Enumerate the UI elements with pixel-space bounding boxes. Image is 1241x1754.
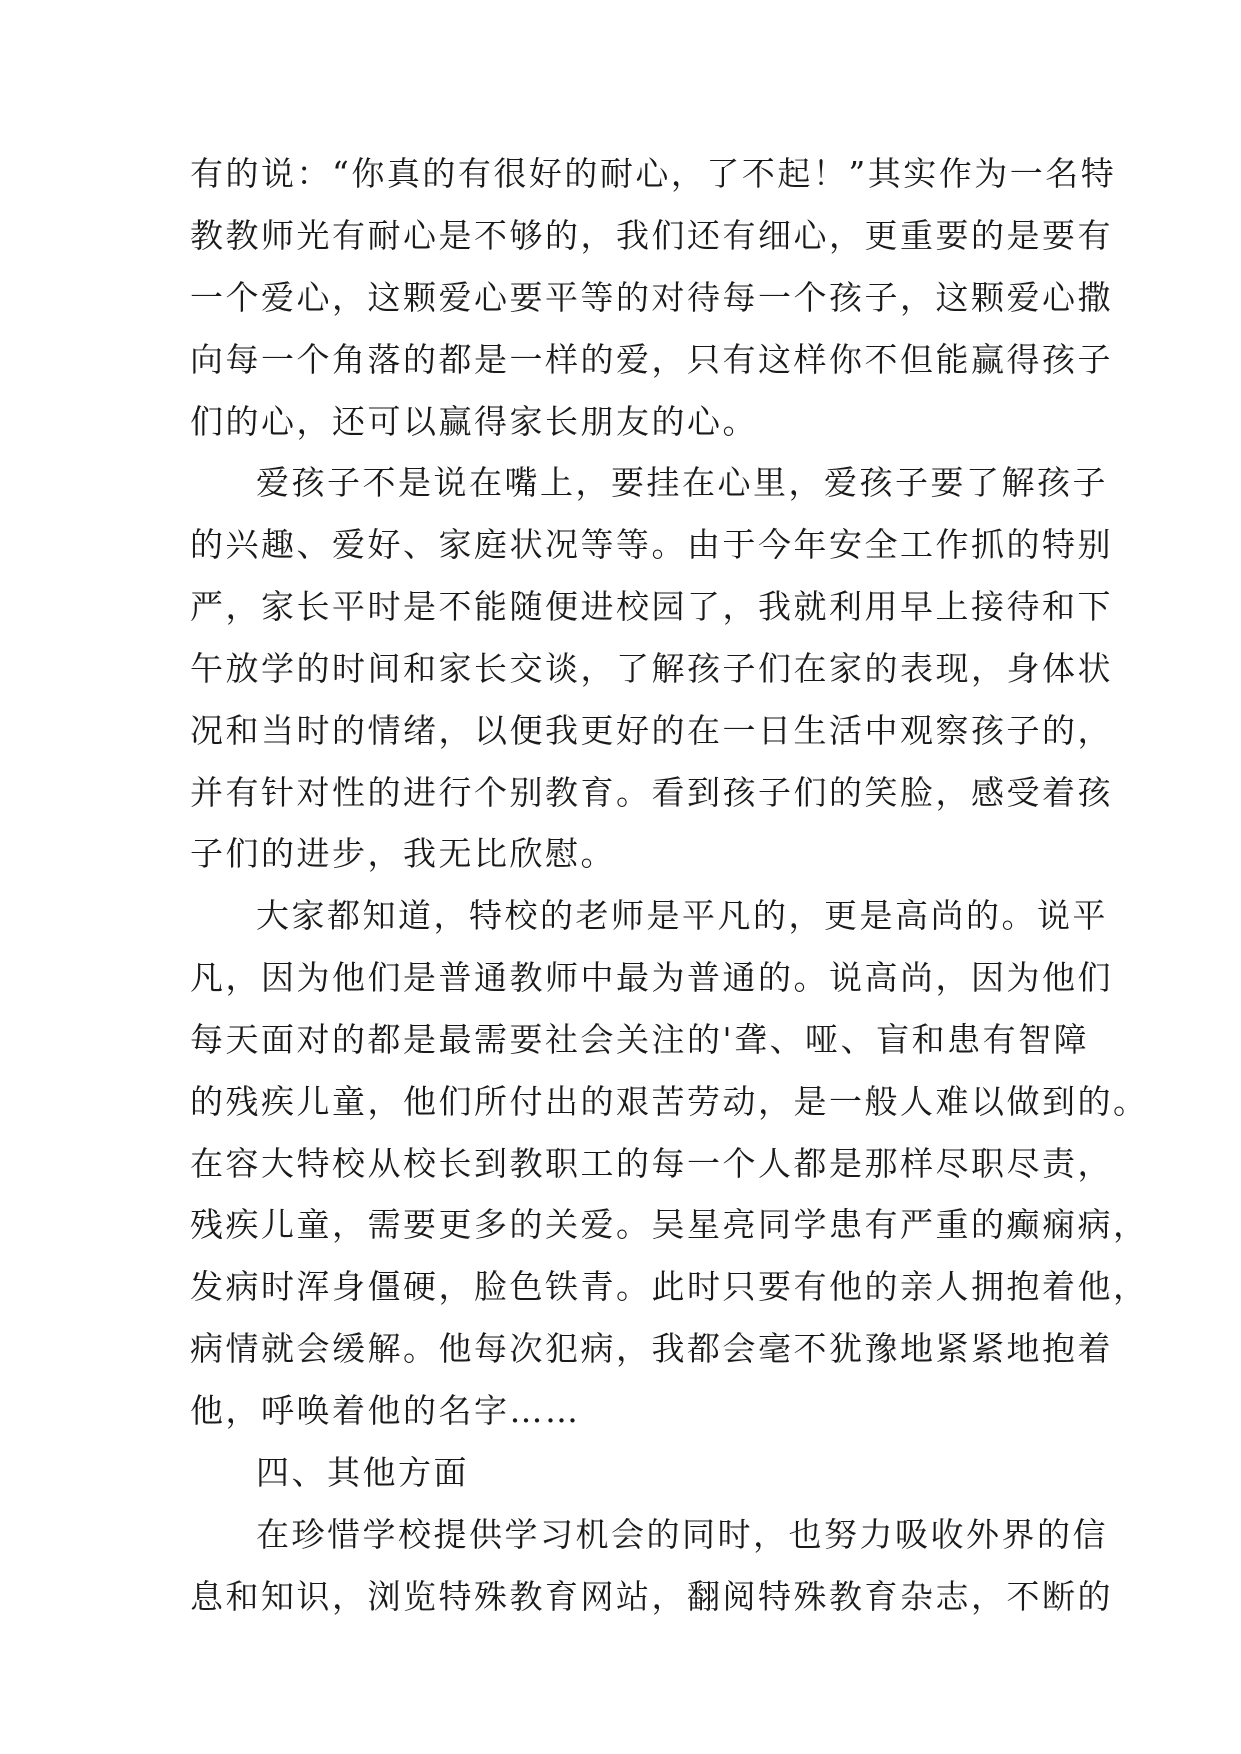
paragraph-start-line: 大家都知道，特校的老师是平凡的，更是高尚的。说平 — [256, 896, 1108, 935]
text-line: 况和当时的情绪，以便我更好的在一日生活中观察孩子的， — [190, 711, 1113, 750]
text-line: 午放学的时间和家长交谈，了解孩子们在家的表现，身体状 — [190, 649, 1113, 688]
text-line: 并有针对性的进行个别教育。看到孩子们的笑脸，感受着孩 — [190, 773, 1113, 812]
text-line: 子们的进步，我无比欣慰。 — [190, 834, 616, 873]
section-heading: 四、其他方面 — [256, 1453, 469, 1492]
text-line: 有的说：“你真的有很好的耐心，了不起！”其实作为一名特 — [190, 154, 1117, 193]
paragraph-start-line: 在珍惜学校提供学习机会的同时，也努力吸收外界的信 — [256, 1515, 1108, 1554]
text-line: 严，家长平时是不能随便进校园了，我就利用早上接待和下 — [190, 587, 1113, 626]
text-line: 的残疾儿童，他们所付出的艰苦劳动，是一般人难以做到的。 — [190, 1082, 1149, 1121]
text-line: 息和知识，浏览特殊教育网站，翻阅特殊教育杂志，不断的 — [190, 1577, 1113, 1616]
text-line: 病情就会缓解。他每次犯病，我都会毫不犹豫地紧紧地抱着 — [190, 1329, 1113, 1368]
paragraph-start-line: 爱孩子不是说在嘴上，要挂在心里，爱孩子要了解孩子 — [256, 463, 1108, 502]
text-line: 每天面对的都是最需要社会关注的'聋、哑、盲和患有智障 — [190, 1020, 1090, 1059]
text-line: 残疾儿童，需要更多的关爱。吴星亮同学患有严重的癫痫病， — [190, 1205, 1149, 1244]
text-line: 凡，因为他们是普通教师中最为普通的。说高尚，因为他们 — [190, 958, 1113, 997]
text-line: 他，呼唤着他的名字…… — [190, 1391, 581, 1430]
text-line: 发病时浑身僵硬，脸色铁青。此时只要有他的亲人拥抱着他， — [190, 1267, 1149, 1306]
text-line: 一个爱心，这颗爱心要平等的对待每一个孩子，这颗爱心撒 — [190, 278, 1113, 317]
text-line: 的兴趣、爱好、家庭状况等等。由于今年安全工作抓的特别 — [190, 525, 1113, 564]
text-line: 向每一个角落的都是一样的爱，只有这样你不但能赢得孩子 — [190, 340, 1113, 379]
text-line: 们的心，还可以赢得家长朋友的心。 — [190, 402, 758, 441]
text-line: 在容大特校从校长到教职工的每一个人都是那样尽职尽责， — [190, 1144, 1113, 1183]
text-line: 教教师光有耐心是不够的，我们还有细心，更重要的是要有 — [190, 216, 1113, 255]
